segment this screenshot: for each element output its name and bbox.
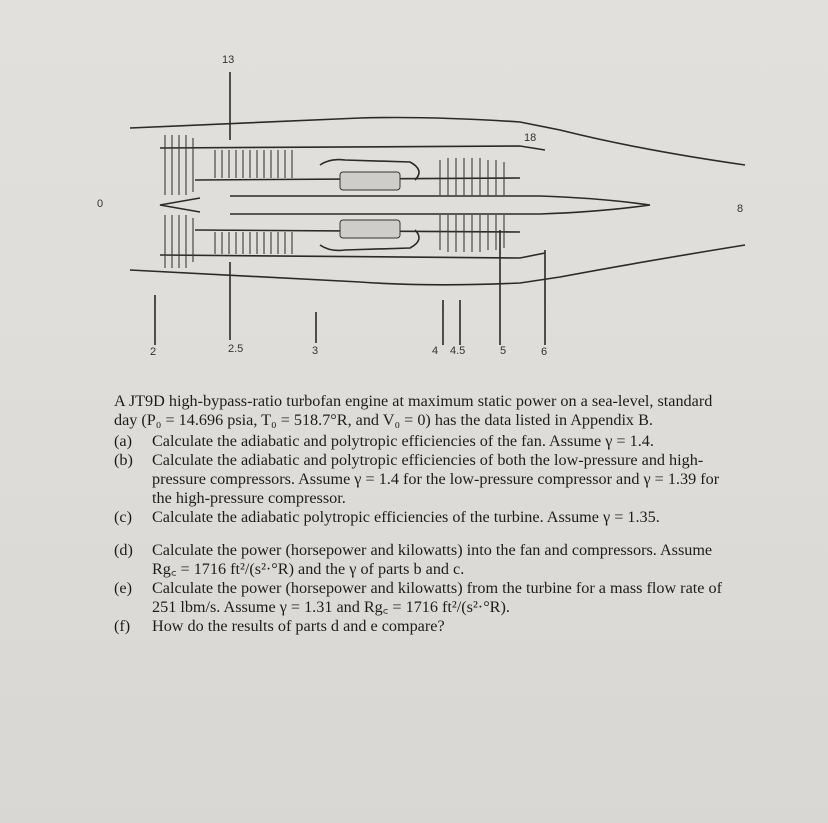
station-label-5: 5: [500, 345, 507, 357]
part-d-label: (d): [114, 541, 133, 559]
part-c-label: (c): [114, 508, 132, 526]
station-label-8: 8: [737, 203, 744, 215]
part-a: [114, 432, 726, 451]
part-b-text: Calculate the adiabatic and polytropic efficiencies of both the low-pressure and high-pressure compressors. Assume γ = 1.4 for the low-pressure compressor and γ = 1.39 for the high-pressure compressor.: [152, 451, 720, 507]
part-f-text: How do the results of parts d and e compare?: [152, 617, 445, 635]
part-d-text: Calculate the power (horsepower and kilowatts) into the fan and compressors. Assume Rg꜀ = 1716 ft²/(s²·°R) and the γ of parts b and c.: [152, 541, 713, 578]
station-label-13: 13: [222, 54, 235, 66]
engine-diagram: [0, 0, 828, 380]
part-a-label: (a): [114, 432, 132, 450]
station-label-3: 3: [312, 345, 319, 357]
part-f: [114, 617, 726, 636]
part-e-text: Calculate the power (horsepower and kilowatts) from the turbine for a mass flow rate of 251 lbm/s. Assume γ = 1.31 and Rg꜀ = 1716 ft²/(s²·°R).: [152, 579, 722, 616]
station-label-4-5: 4.5: [450, 345, 466, 357]
part-c-text: Calculate the adiabatic polytropic efficiencies of the turbine. Assume γ = 1.35.: [152, 508, 660, 526]
station-label-18: 18: [524, 132, 537, 144]
spacer: [114, 527, 726, 541]
part-f-label: (f): [114, 617, 131, 635]
station-label-4: 4: [432, 345, 439, 357]
problem-statement: [114, 392, 726, 636]
part-d: [114, 541, 726, 579]
part-c: [114, 508, 726, 527]
station-label-0: 0: [97, 198, 104, 210]
part-e: [114, 579, 726, 617]
problem-intro: A JT9D high-bypass-ratio turbofan engine at maximum static power on a sea-level, standard day (P₀ = 14.696 psia, T₀ = 518.7°R, and V₀ = 0) has the data listed in Appendix B.: [114, 392, 713, 429]
part-a-text: Calculate the adiabatic and polytropic efficiencies of the fan. Assume γ = 1.4.: [152, 432, 654, 450]
station-label-2-5: 2.5: [228, 343, 244, 355]
part-b: [114, 451, 726, 508]
part-e-label: (e): [114, 579, 132, 597]
part-b-label: (b): [114, 451, 133, 469]
station-label-6: 6: [541, 346, 548, 358]
station-label-2: 2: [150, 346, 157, 358]
engine-cross-section-figure: [0, 0, 828, 380]
